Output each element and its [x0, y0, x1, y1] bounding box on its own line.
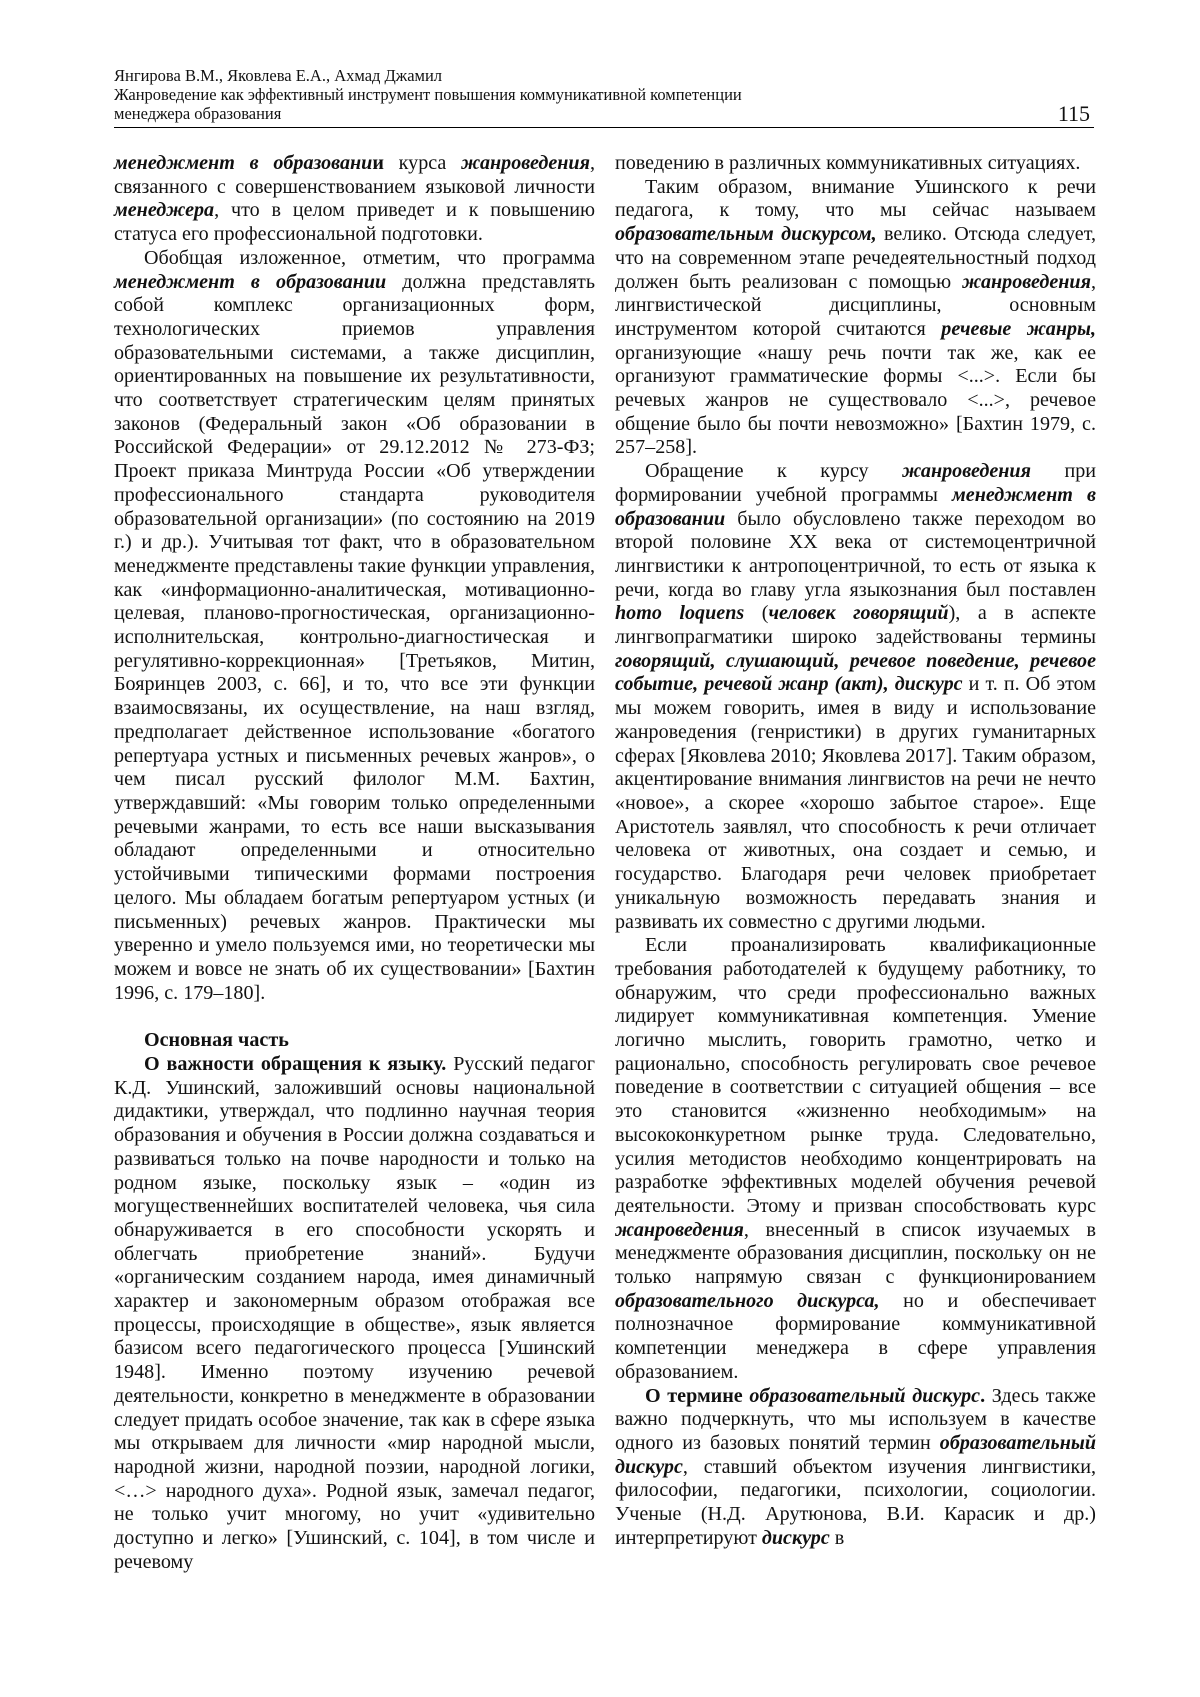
text-run: , ставший объектом изучения лингвистики, философии, педагогики, психологии, социологии. Ученые (Н.Д. Арутюнова, В.И. Карасик и др.) интерпретируют — [615, 1455, 1096, 1549]
paragraph — [615, 1385, 1096, 1551]
header-title-line-2: менеджера образования — [114, 104, 282, 123]
header-rule — [114, 127, 1094, 128]
text-run: , лингвистической дисциплины, основным инструментом которой считаются — [615, 270, 1096, 340]
emphasized-text: О важности обращения к языку. — [144, 1053, 447, 1076]
text-run: Обращение к курсу — [645, 460, 903, 483]
emphasized-text: менеджмент в образовани — [114, 152, 373, 174]
emphasized-text: образовательный дискурс — [615, 1431, 1096, 1478]
emphasized-text: менеджмент в образовании — [114, 270, 387, 293]
emphasized-text: образовательного дискурса, — [615, 1289, 880, 1312]
emphasized-text: образовательный дискурс — [749, 1384, 981, 1407]
emphasized-text: говорящий, слушающий, речевое поведение, речевое событие, речевой жанр (акт), дискурс — [615, 649, 1096, 696]
text-run: должна представлять собой комплекс организационных форм, технологических приемов управления образовательными системами, а также дисциплин, ориентированных на повышение их результативности, что соответствует стратегическим целям принятых законов (Федеральный закон «Об образовании в Российской Федерации» от 29.12.2012 № 273-ФЗ; Проект приказа Минтруда России «Об утверждении профессионального стандарта руководителя образовательной организации» (по состоянию на 2019 г.) и др.). Учитывая тот факт, что в образовательном менеджменте представлены такие функции управления, как «информационно-аналитическая, мотивационно-целевая, планово-прогностическая, организационно-исполнительская, контрольно-диагностическая и регулятивно-коррекционная» [Третьяков, Митин, Бояринцев 2003, с. 66], и то, что все эти функции взаимосвязаны, их осуществление, на наш взгляд, предполагает действенное использование «богатого репертуара устных и письменных речевых жанров», о чем писал русский филолог М.М. Бахтин, утверждавший: «Мы говорим только определенными речевыми жанрами, то есть все наши высказывания обладают определенными и относительно устойчивыми типическими формами построения целого. Мы обладаем богатым репертуаром устных (и письменных) речевых жанров. Практически мы уверенно и умело пользуемся ими, но теоретически мы можем и вовсе не знать об их существовании» [Бахтин 1996, с. 179–180]. — [114, 270, 595, 1004]
emphasized-text: жанроведения — [962, 270, 1091, 293]
text-run: Русский педагог К.Д. Ушинский, заложивший основы национальной дидактики, утверждал, что подлинно научная теория образования и обучения в России должна создаваться и развиваться только на почве народности и только на родном языке, поскольку язык – «один из могущественнейших воспитателей человека, чья сила обнаруживается в его способности ускорять и облегчать приобретение знаний». Будучи «органическим созданием народа, имея динамичный характер и закономерным образом отображая все процессы, происходящие в обществе», язык является базисом всего педагогического процесса [Ушинский 1948]. Именно поэтому изучению речевой деятельности, конкретно в менеджменте в образовании следует придать особое значение, так как в сфере языка мы открываем для личности «мир народной мысли, народной жизни, народной поэзии, народной логики, <…> народного духа». Родной язык, замечал педагог, не только учит многому, но учит «удивительно доступно и легко» [Ушинский, с. 104], в том числе и речевому — [114, 1053, 595, 1573]
text-run: ( — [744, 602, 769, 625]
emphasized-text: дискурс — [761, 1526, 830, 1549]
emphasized-text: речевые жанры, — [941, 317, 1096, 340]
paragraph — [114, 152, 595, 247]
emphasized-text: и — [372, 152, 384, 174]
text-run: , связанного с совершенствованием языковой личности — [114, 152, 595, 198]
text-run: ), а в аспекте лингвопрагматики широко задействованы термины — [615, 602, 1096, 649]
emphasized-text: жанроведения — [902, 460, 1031, 483]
text-run: , внесенный в список изучаемых в менеджменте образования дисциплин, поскольку он не только напрямую связан с функционированием — [615, 1218, 1096, 1289]
text-run: Здесь также важно подчеркнуть, что мы используем в качестве одного из базовых понятий термин — [615, 1384, 1096, 1454]
paragraph — [615, 152, 1096, 176]
text-run: велико. Отсюда следует, что на современном этапе речедеятельностный подход должен быть реализован с помощью — [615, 223, 1097, 293]
left-column — [114, 152, 595, 1574]
text-run: Если проанализировать квалификационные требования работодателей к будущему работнику, то обнаружим, что среди профессионально важных лидирует коммуникативная компетенция. Умение логично мыслить, говорить грамотно, четко и рационально, способность регулировать свое речевое поведение в соответствии с ситуацией общения – все это становится «жизненно необходимым» на высококонкуретном рынке труда. Следовательно, усилия методистов необходимо концентрировать на разработке эффективных моделей обучения речевой деятельности. Этому и призван способствовать курс — [615, 934, 1096, 1217]
header-title-line-1: Жанроведение как эффективный инструмент повышения коммуникативной компетенции — [114, 85, 742, 104]
text-run: но и обеспечивает полнозначное формирование коммуникативной компетенции менеджера в сфере управления образованием. — [615, 1289, 1097, 1383]
text-run: Таким образом, внимание Ушинского к речи педагога, к тому, что мы сейчас называем — [615, 175, 1096, 222]
emphasized-text: жанроведения — [615, 1218, 744, 1241]
emphasized-text: жанроведения — [461, 152, 590, 174]
text-run: курса — [383, 152, 462, 174]
emphasized-text: . — [980, 1384, 986, 1407]
text-run: поведению в различных коммуникативных ситуациях. — [615, 152, 1081, 174]
emphasized-text: человек говорящий — [768, 602, 949, 625]
emphasized-text: homo loquens — [615, 602, 745, 625]
paragraph — [615, 934, 1096, 1384]
text-run: было обусловлено также переходом во второй половине XX века от системоцентричной лингвистики к антропоцентричной, то есть от языка к речи, когда во главу угла языкознания был поставлен — [615, 507, 1096, 601]
emphasized-text: образовательным дискурсом, — [615, 223, 877, 246]
running-header — [114, 66, 1094, 126]
emphasized-text: менеджера — [114, 199, 215, 222]
page-number: 115 — [1057, 101, 1090, 126]
text-run: , что в целом приведет и к повышению статуса его профессиональной подготовки. — [114, 199, 595, 246]
paragraph — [615, 176, 1096, 460]
right-column — [615, 152, 1096, 1550]
emphasized-text: О термине — [645, 1384, 750, 1407]
text-run: в — [829, 1526, 845, 1549]
paragraph — [114, 1053, 595, 1574]
text-run: организующие «нашу речь почти так же, как ее организуют грамматические формы <...>. Если бы речевых жанров не существовало <...>, речевое общение было бы почти невозможно» [Бахтин 1979, с. 257–258]. — [615, 341, 1096, 459]
text-run: Обобщая изложенное, отметим, что программа — [144, 246, 595, 269]
section-spacer — [114, 1005, 595, 1029]
text-run: при формировании учебной программы — [615, 460, 1097, 506]
section-heading: Основная часть — [144, 1029, 289, 1052]
text-run: и т. п. Об этом мы можем говорить, имея в виду и использование жанроведения (генристики) в других гуманитарных сферах [Яковлева 2010; Яковлева 2017]. Таким образом, акцентирование внимания лингвистов на речи не нечто «новое», а скорее «хорошо забытое старое». Еще Аристотель заявлял, что способность к речи отличает человека от животных, она создает и семью, и государство. Благодаря речи человек приобретает уникальную возможность передавать знания и развивать их совместно с другими людьми. — [615, 673, 1097, 933]
header-authors: Янгирова В.М., Яковлева Е.А., Ахмад Джамил — [114, 66, 443, 85]
emphasized-text: менеджмент в образовании — [615, 483, 1096, 530]
paragraph — [615, 460, 1096, 934]
paragraph — [114, 247, 595, 1006]
